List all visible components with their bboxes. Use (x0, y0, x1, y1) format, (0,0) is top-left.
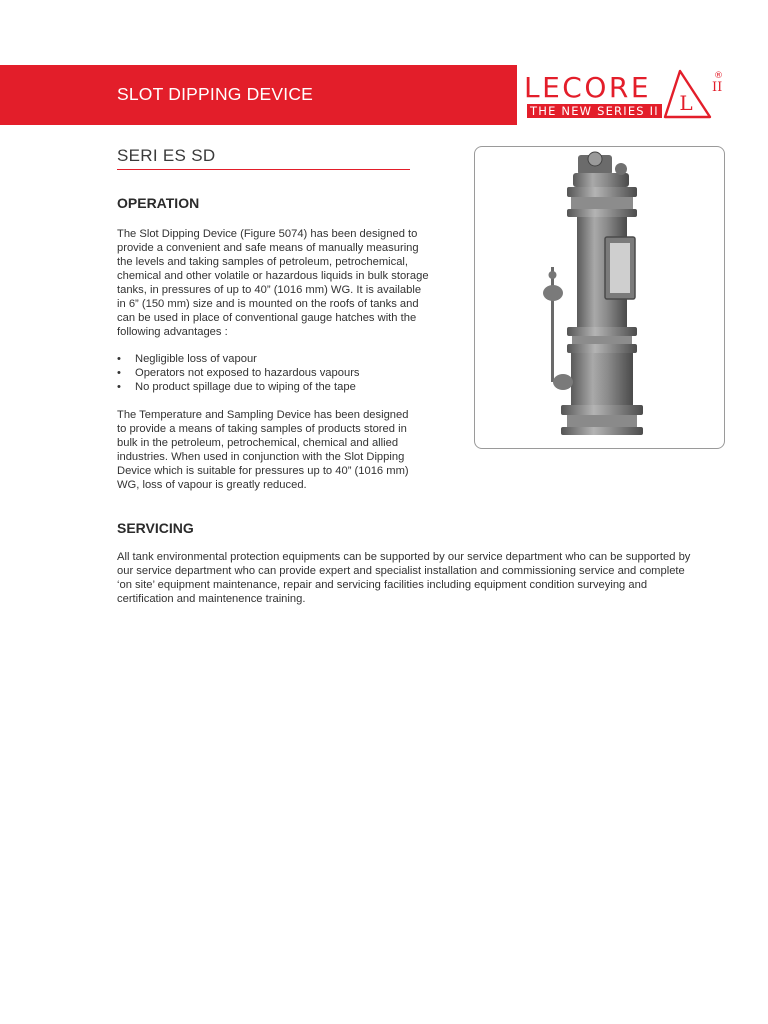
list-item-text: Operators not exposed to hazardous vapours (135, 367, 360, 379)
list-item (117, 366, 360, 380)
brand-logo (517, 65, 768, 125)
triangle-logo-icon (660, 65, 730, 125)
text-line: The Slot Dipping Device (Figure 5074) has been designed to (117, 228, 418, 240)
text-line: industries. When used in conjunction with the Slot Dipping (117, 451, 405, 463)
advantages-list (117, 352, 360, 394)
text-line: The Temperature and Sampling Device has been designed (117, 409, 409, 421)
bullet-icon: • (117, 353, 121, 365)
servicing-heading: SERVICING (117, 520, 194, 536)
text-line: in 6” (150 mm) size and is mounted on the roofs of tanks and (117, 298, 419, 310)
slot-dipping-device-image (475, 147, 724, 448)
text-line: to provide a means of taking samples of products stored in (117, 423, 407, 435)
text-line: All tank environmental protection equipments can be supported by our service department who can be supported by (117, 551, 691, 563)
text-line: the levels and taking samples of petroleum, petrochemical, (117, 256, 409, 268)
product-photo-frame (474, 146, 725, 449)
operation-paragraph-2 (117, 408, 409, 492)
servicing-paragraph (117, 550, 690, 606)
list-item-text: Negligible loss of vapour (135, 353, 257, 365)
text-line: bulk in the petroleum, petrochemical, chemical and allied (117, 437, 399, 449)
logo-wordmark: LECORE (524, 71, 652, 104)
text-line: following advantages : (117, 326, 228, 338)
text-line: provide a convenient and safe means of manually measuring (117, 242, 419, 254)
text-line: our service department who can provide expert and specialist installation and commissioning service and complete (117, 565, 685, 577)
list-item-text: No product spillage due to wiping of the tape (135, 381, 356, 393)
operation-heading: OPERATION (117, 195, 200, 211)
text-line: chemical and other volatile or hazardous liquids in bulk storage (117, 270, 429, 282)
text-line: ‘on site’ equipment maintenance, repair and servicing facilities including equipment condition surveying and (117, 579, 648, 591)
list-item (117, 380, 360, 394)
series-title: SERI ES SD (117, 146, 216, 165)
banner-title: SLOT DIPPING DEVICE (117, 84, 314, 104)
text-line: WG, loss of vapour is greatly reduced. (117, 479, 307, 491)
list-item (117, 352, 360, 366)
text-line: tanks, in pressures of up to 40” (1016 mm) WG. It is available (117, 284, 422, 296)
operation-paragraph-1 (117, 227, 429, 339)
logo-emblem-suffix: II (712, 80, 723, 95)
text-line: can be used in place of conventional gauge hatches with the (117, 312, 417, 324)
title-divider (117, 169, 410, 170)
text-line: Device which is suitable for pressures up to 40” (1016 mm) (117, 465, 409, 477)
bullet-icon: • (117, 381, 121, 393)
logo-tagline: THE NEW SERIES II (527, 104, 662, 118)
logo-emblem-letter: L (679, 91, 693, 115)
text-line: certification and maintenence training. (117, 593, 306, 605)
registered-mark: ® (714, 71, 723, 81)
header-banner (0, 65, 768, 125)
bullet-icon: • (117, 367, 121, 379)
